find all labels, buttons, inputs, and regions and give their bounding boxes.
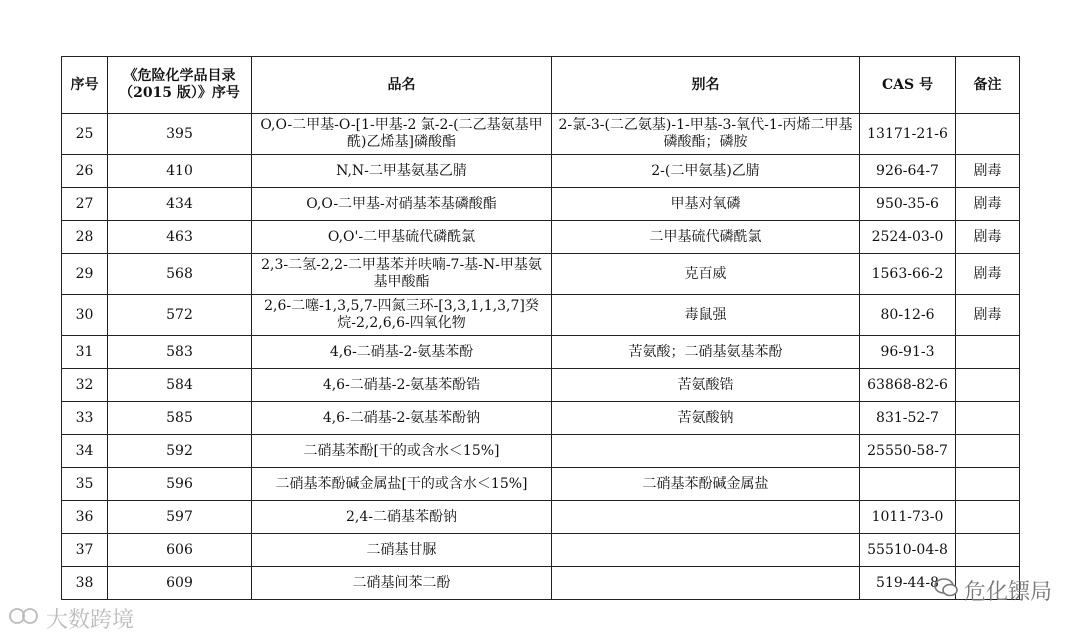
cell-seq: 30 xyxy=(62,295,108,336)
table-row xyxy=(62,295,1020,336)
table-row xyxy=(62,402,1020,435)
cell-note: 剧毒 xyxy=(956,155,1020,188)
cell-note: 剧毒 xyxy=(956,295,1020,336)
cell-cas: 2524-03-0 xyxy=(860,221,956,254)
table-row xyxy=(62,567,1020,600)
cell-note: 剧毒 xyxy=(956,221,1020,254)
cell-alias xyxy=(552,501,860,534)
table-row xyxy=(62,369,1020,402)
cell-cas: 831-52-7 xyxy=(860,402,956,435)
cell-alias: 2-(二甲氨基)乙腈 xyxy=(552,155,860,188)
table-row xyxy=(62,534,1020,567)
cell-alias xyxy=(552,435,860,468)
cell-name: 2,6-二噻-1,3,5,7-四氮三环-[3,3,1,1,3,7]癸烷-2,2,6,6-四氧化物 xyxy=(252,295,552,336)
table-body xyxy=(62,114,1020,600)
chemical-table-container xyxy=(61,56,1020,600)
header-catalog-seq xyxy=(108,57,252,114)
cell-cas: 926-64-7 xyxy=(860,155,956,188)
cell-seq: 28 xyxy=(62,221,108,254)
watermark-right-text: 危化镖局 xyxy=(963,580,1052,605)
cell-note xyxy=(956,435,1020,468)
table-header-row xyxy=(62,57,1020,114)
cell-catalog-seq: 609 xyxy=(108,567,252,600)
cell-cas: 63868-82-6 xyxy=(860,369,956,402)
cell-name: O,O-二甲基-O-[1-甲基-2 氯-2-(二乙基氨基甲酰)乙烯基]磷酸酯 xyxy=(252,114,552,155)
cell-name: 2,4-二硝基苯酚钠 xyxy=(252,501,552,534)
table-row xyxy=(62,114,1020,155)
cell-seq: 27 xyxy=(62,188,108,221)
cell-seq: 33 xyxy=(62,402,108,435)
cell-seq: 36 xyxy=(62,501,108,534)
header-cas: CAS 号 xyxy=(860,57,956,114)
cell-alias: 毒鼠强 xyxy=(552,295,860,336)
cell-name: O,O-二甲基-对硝基苯基磷酸酯 xyxy=(252,188,552,221)
cell-alias: 二硝基苯酚碱金属盐 xyxy=(552,468,860,501)
brand-logo-icon xyxy=(8,605,42,632)
cell-cas xyxy=(860,468,956,501)
cell-seq: 31 xyxy=(62,336,108,369)
cell-note: 剧毒 xyxy=(956,188,1020,221)
cell-catalog-seq: 434 xyxy=(108,188,252,221)
cell-catalog-seq: 463 xyxy=(108,221,252,254)
cell-seq: 35 xyxy=(62,468,108,501)
cell-catalog-seq: 395 xyxy=(108,114,252,155)
watermark-right xyxy=(934,575,1052,606)
cell-note: 剧毒 xyxy=(956,254,1020,295)
cell-alias xyxy=(552,534,860,567)
cell-note xyxy=(956,336,1020,369)
cell-catalog-seq: 606 xyxy=(108,534,252,567)
table-row xyxy=(62,435,1020,468)
chat-bubble-icon xyxy=(934,577,958,604)
cell-catalog-seq: 572 xyxy=(108,295,252,336)
watermark-left-text: 大数跨境 xyxy=(46,608,135,633)
cell-name: O,O'-二甲基硫代磷酰氯 xyxy=(252,221,552,254)
cell-alias: 克百威 xyxy=(552,254,860,295)
cell-name: N,N-二甲基氨基乙腈 xyxy=(252,155,552,188)
cell-seq: 37 xyxy=(62,534,108,567)
cell-seq: 34 xyxy=(62,435,108,468)
header-alias: 别名 xyxy=(552,57,860,114)
cell-alias: 甲基对氧磷 xyxy=(552,188,860,221)
chemical-table xyxy=(61,56,1020,600)
cell-alias: 二甲基硫代磷酰氯 xyxy=(552,221,860,254)
cell-cas: 80-12-6 xyxy=(860,295,956,336)
cell-catalog-seq: 596 xyxy=(108,468,252,501)
cell-name: 4,6-二硝基-2-氨基苯酚 xyxy=(252,336,552,369)
cell-name: 4,6-二硝基-2-氨基苯酚钠 xyxy=(252,402,552,435)
cell-cas: 1563-66-2 xyxy=(860,254,956,295)
cell-alias xyxy=(552,567,860,600)
cell-cas: 950-35-6 xyxy=(860,188,956,221)
table-row xyxy=(62,188,1020,221)
header-catalog-line1: 《危险化学品目录 xyxy=(123,68,236,84)
cell-cas: 13171-21-6 xyxy=(860,114,956,155)
cell-catalog-seq: 584 xyxy=(108,369,252,402)
cell-cas: 55510-04-8 xyxy=(860,534,956,567)
cell-note xyxy=(956,534,1020,567)
cell-cas: 25550-58-7 xyxy=(860,435,956,468)
cell-name: 4,6-二硝基-2-氨基苯酚锆 xyxy=(252,369,552,402)
cell-seq: 25 xyxy=(62,114,108,155)
table-row xyxy=(62,155,1020,188)
header-seq: 序号 xyxy=(62,57,108,114)
cell-cas: 96-91-3 xyxy=(860,336,956,369)
cell-alias: 苦氨酸锆 xyxy=(552,369,860,402)
table-row xyxy=(62,336,1020,369)
cell-catalog-seq: 597 xyxy=(108,501,252,534)
cell-seq: 26 xyxy=(62,155,108,188)
cell-catalog-seq: 583 xyxy=(108,336,252,369)
cell-seq: 29 xyxy=(62,254,108,295)
cell-catalog-seq: 585 xyxy=(108,402,252,435)
cell-seq: 32 xyxy=(62,369,108,402)
cell-catalog-seq: 568 xyxy=(108,254,252,295)
cell-name: 2,3-二氢-2,2-二甲基苯并呋喃-7-基-N-甲基氨基甲酸酯 xyxy=(252,254,552,295)
cell-name: 二硝基苯酚[干的或含水＜15%] xyxy=(252,435,552,468)
cell-cas: 519-44-8 xyxy=(860,567,956,600)
cell-seq: 38 xyxy=(62,567,108,600)
cell-alias: 2-氯-3-(二乙氨基)-1-甲基-3-氧代-1-丙烯二甲基磷酸酯；磷胺 xyxy=(552,114,860,155)
cell-catalog-seq: 592 xyxy=(108,435,252,468)
cell-note xyxy=(956,468,1020,501)
header-note: 备注 xyxy=(956,57,1020,114)
table-row xyxy=(62,468,1020,501)
cell-cas: 1011-73-0 xyxy=(860,501,956,534)
cell-alias: 苦氨酸钠 xyxy=(552,402,860,435)
cell-note xyxy=(956,369,1020,402)
cell-note xyxy=(956,402,1020,435)
cell-alias: 苦氨酸；二硝基氨基苯酚 xyxy=(552,336,860,369)
watermark-left xyxy=(8,603,134,634)
table-row xyxy=(62,221,1020,254)
cell-name: 二硝基苯酚碱金属盐[干的或含水＜15%] xyxy=(252,468,552,501)
table-row xyxy=(62,501,1020,534)
header-catalog-line2: （2015 版）》序号 xyxy=(119,85,240,101)
cell-name: 二硝基甘脲 xyxy=(252,534,552,567)
cell-name: 二硝基间苯二酚 xyxy=(252,567,552,600)
cell-note xyxy=(956,501,1020,534)
header-name: 品名 xyxy=(252,57,552,114)
cell-note xyxy=(956,114,1020,155)
table-row xyxy=(62,254,1020,295)
cell-catalog-seq: 410 xyxy=(108,155,252,188)
